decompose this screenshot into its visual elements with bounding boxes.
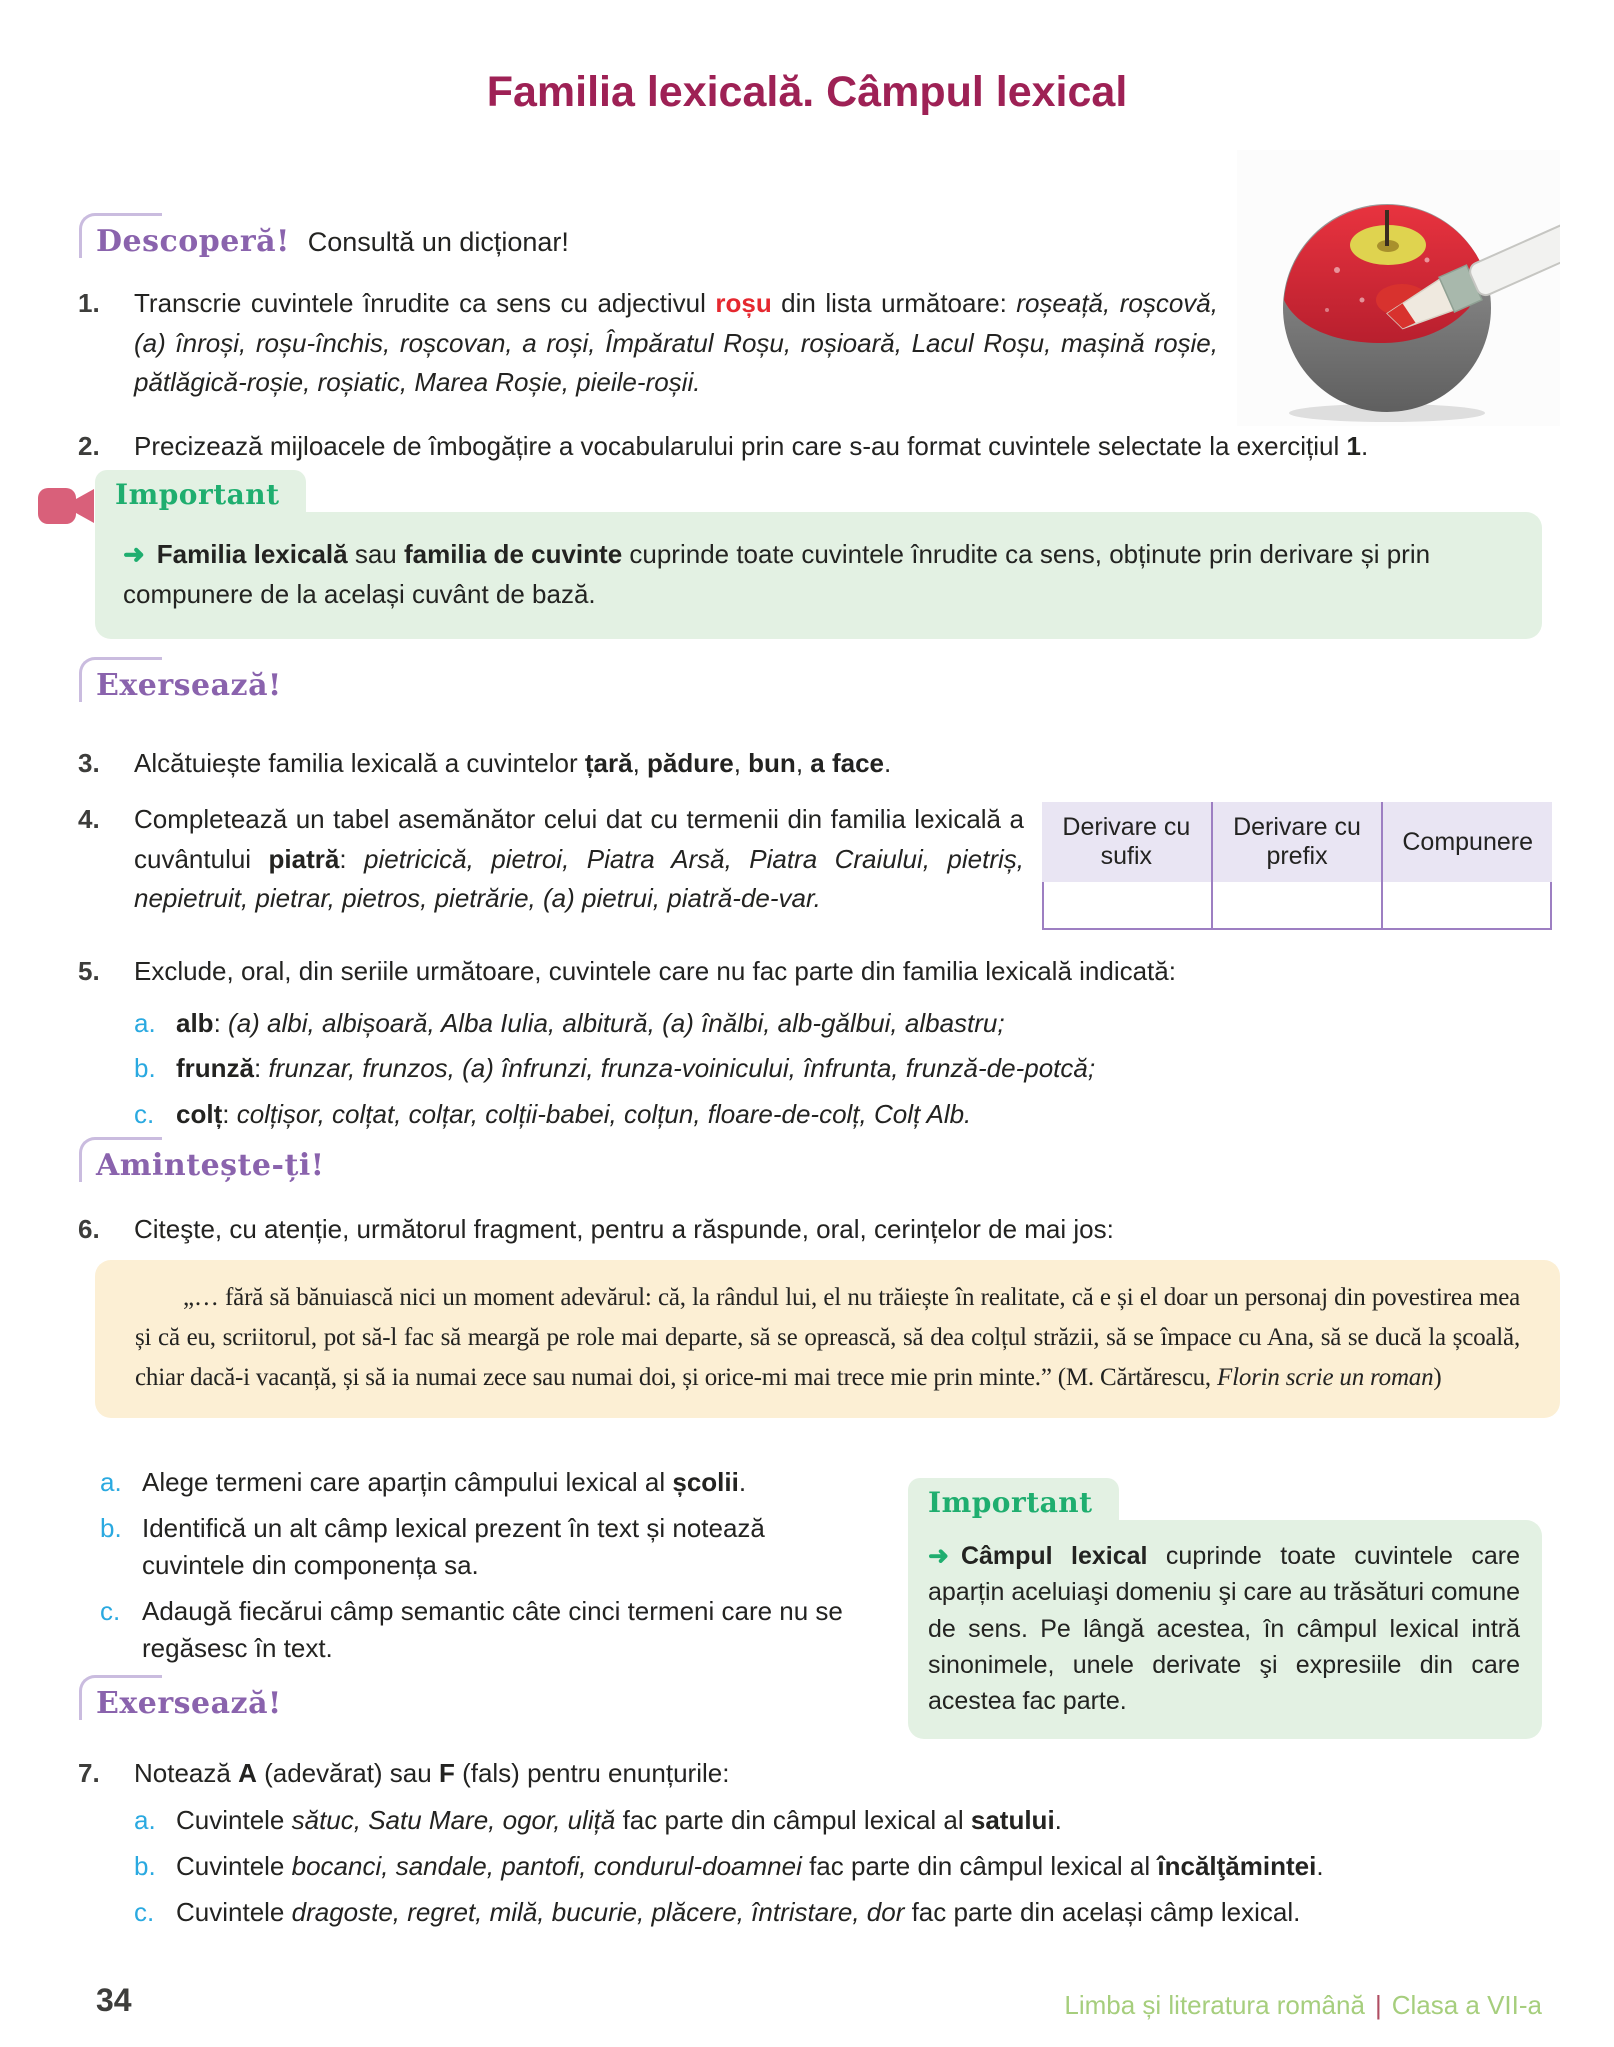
list-item xyxy=(134,1005,1568,1042)
exercise-6-items xyxy=(100,1464,870,1676)
table-header-cell: Compunere xyxy=(1381,802,1552,882)
exercise-number: 7. xyxy=(78,1758,100,1788)
exercise-number: 5. xyxy=(78,956,100,986)
important-heading: Important xyxy=(115,478,280,511)
discover-lead: Consultă un dicționar! xyxy=(307,227,569,257)
list-item xyxy=(134,1802,1574,1839)
footer-course: Limba și literatura română xyxy=(1064,1990,1365,2020)
arrow-icon: ➜ xyxy=(928,1542,949,1570)
list-item xyxy=(100,1510,870,1584)
item-text: Adaugă fiecărui câmp semantic câte cinci termeni care nu se regăsesc în text. xyxy=(142,1595,843,1663)
exercise-number: 4. xyxy=(78,804,100,834)
exercise-text: Transcrie cuvintele înrudite ca sens cu adjectivul roșu din lista următoare: roșeață, roșcovă, (a) înroși, roșu-închis, roșcovan, a roși, Împăratul Roșu, roșioară, Lacul Roșu, mașină roșie, pătlăgică-roșie, roșiatic, Marea Roșie, pieile-roșii. xyxy=(134,288,1218,398)
exercise-text: Precizează mijloacele de îmbogățire a vocabularului prin care s-au format cuvintele selectate la exercițiul 1. xyxy=(134,431,1369,461)
exercise-text: Completează un tabel asemănător celui dat cu termenii din familia lexicală a cuvântului piatră: pietricică, pietroi, Piatra Arsă, Piatra Craiului, pietriș, nepietruit, pietrar, pietros, pietrărie, (a) pietrui, piatră-de-var. xyxy=(134,804,1024,914)
item-letter: b. xyxy=(134,1850,156,1881)
page-title: Familia lexicală. Câmpul lexical xyxy=(486,68,1128,116)
table-cell-empty xyxy=(1042,882,1211,928)
video-camera-icon xyxy=(38,482,96,535)
item-letter: a. xyxy=(100,1467,122,1497)
list-item xyxy=(100,1593,870,1667)
footer-text xyxy=(1064,1990,1542,2021)
footer-grade: Clasa a VII-a xyxy=(1391,1990,1542,2020)
exercise-7 xyxy=(78,1754,878,1794)
practice-heading: Exersează! xyxy=(96,668,282,703)
exercise-5-intro xyxy=(78,952,1568,992)
important-text: Câmpul lexical cuprinde toate cuvintele care aparțin aceluiaşi domeniu şi care au trăsături comune de sens. Pe lângă acestea, în câmpul lexical intră sinonimele, unele derivate şi expresiile din care acestea fac parte. xyxy=(928,1542,1521,1715)
footer-separator: | xyxy=(1374,1990,1382,2020)
item-letter: b. xyxy=(100,1512,122,1543)
list-item xyxy=(134,1894,1574,1931)
important-box-1 xyxy=(95,470,1542,639)
item-letter: a. xyxy=(134,1805,156,1835)
section-discover xyxy=(96,224,569,259)
exercise-number: 2. xyxy=(78,431,100,461)
exercise-text: Alcătuiește familia lexicală a cuvintelor țară, pădure, bun, a face. xyxy=(134,748,892,778)
quote-text: „… fără să bănuiască nici un moment adevărul: că, la rândul lui, el nu trăiește în realitate, că e și el doar un personaj din povestirea mea și că eu, scriitorul, pot să-l fac să meargă pe role mai departe, să se oprească, să dea colțul străzii, să se împace cu Ana, să se ducă la școală, chiar dacă-i vacanță, și să ia numai zece sau numai doi, și orice-mi mai trece mie prin minte.” (M. Cărtărescu, Florin scrie un roman) xyxy=(135,1284,1520,1391)
derivation-table xyxy=(1042,802,1552,930)
exercise-1 xyxy=(78,284,1218,403)
practice-heading: Exersează! xyxy=(96,1686,282,1721)
apple-paintbrush-image xyxy=(1237,150,1560,426)
table-header-row xyxy=(1042,802,1552,882)
important-body xyxy=(95,512,1542,639)
important-text: Familia lexicală sau familia de cuvinte cuprinde toate cuvintele înrudite ca sens, obținute prin derivare și prin compunere de la același cuvânt de bază. xyxy=(123,539,1431,610)
table-cell-empty xyxy=(1381,882,1552,928)
important-tab xyxy=(95,470,306,515)
table-header-cell: Derivare cu prefix xyxy=(1211,802,1382,882)
exercise-6 xyxy=(78,1210,1558,1250)
table-body-row xyxy=(1042,882,1552,930)
exercise-3 xyxy=(78,744,1498,784)
arrow-icon: ➜ xyxy=(123,539,145,569)
table-cell-empty xyxy=(1211,882,1380,928)
item-text: colț: colțișor, colțat, colțar, colții-babei, colțun, floare-de-colț, Colț Alb. xyxy=(176,1099,972,1130)
list-item xyxy=(134,1848,1574,1885)
item-letter: a. xyxy=(134,1007,156,1038)
exercise-text: Notează A (adevărat) sau F (fals) pentru enunțurile: xyxy=(134,1758,730,1788)
exercise-text: Citeşte, cu atenție, următorul fragment, pentru a răspunde, oral, cerințelor de mai jos: xyxy=(134,1214,1114,1244)
item-letter: c. xyxy=(100,1595,121,1626)
quote-box xyxy=(95,1260,1560,1418)
exercise-number: 6. xyxy=(78,1214,100,1244)
item-text: Identifică un alt câmp lexical prezent în text și notează cuvintele din componența sa. xyxy=(142,1512,765,1580)
important-tab xyxy=(908,1478,1119,1523)
item-text: Cuvintele dragoste, regret, milă, bucurie, plăcere, întristare, dor fac parte din același câmp lexical. xyxy=(176,1896,1301,1927)
item-text: Alege termeni care aparțin câmpului lexical al școlii. xyxy=(142,1467,747,1497)
item-letter: c. xyxy=(134,1099,155,1130)
exercise-4 xyxy=(78,800,1024,919)
list-item xyxy=(134,1050,1568,1087)
apple-paintbrush-illustration xyxy=(1237,150,1560,426)
discover-heading: Descoperă! xyxy=(96,224,290,259)
item-text: alb: (a) albi, albișoară, Alba Iulia, albitură, (a) înălbi, alb-gălbui, albastru; xyxy=(176,1007,1005,1038)
section-practice-2 xyxy=(96,1686,282,1721)
list-item xyxy=(100,1464,870,1501)
important-body xyxy=(908,1520,1542,1739)
important-heading: Important xyxy=(928,1486,1093,1519)
section-practice-1 xyxy=(96,668,282,703)
item-letter: b. xyxy=(134,1053,156,1084)
list-item xyxy=(134,1096,1568,1133)
exercise-text: Exclude, oral, din seriile următoare, cuvintele care nu fac parte din familia lexicală indicată: xyxy=(134,956,1176,986)
section-remember xyxy=(96,1148,324,1183)
item-text: frunză: frunzar, frunzos, (a) înfrunzi, frunza-voinicului, înfrunta, frunză-de-potcă; xyxy=(176,1053,1096,1084)
page-number: 34 xyxy=(96,1982,132,2018)
exercise-2 xyxy=(78,427,1558,467)
item-letter: c. xyxy=(134,1896,155,1927)
item-text: Cuvintele sătuc, Satu Mare, ogor, uliță fac parte din câmpul lexical al satului. xyxy=(176,1805,1062,1835)
exercise-number: 3. xyxy=(78,748,100,778)
exercise-number: 1. xyxy=(78,288,100,318)
item-text: Cuvintele bocanci, sandale, pantofi, condurul-doamnei fac parte din câmpul lexical al încălţămintei. xyxy=(176,1850,1324,1881)
table-header-cell: Derivare cu sufix xyxy=(1042,802,1211,882)
exercise-5-items xyxy=(134,1005,1568,1134)
exercise-7-items xyxy=(134,1802,1574,1940)
important-box-2 xyxy=(908,1478,1542,1739)
remember-heading: Amintește-ți! xyxy=(96,1148,325,1183)
exercise-5 xyxy=(78,952,1568,1142)
